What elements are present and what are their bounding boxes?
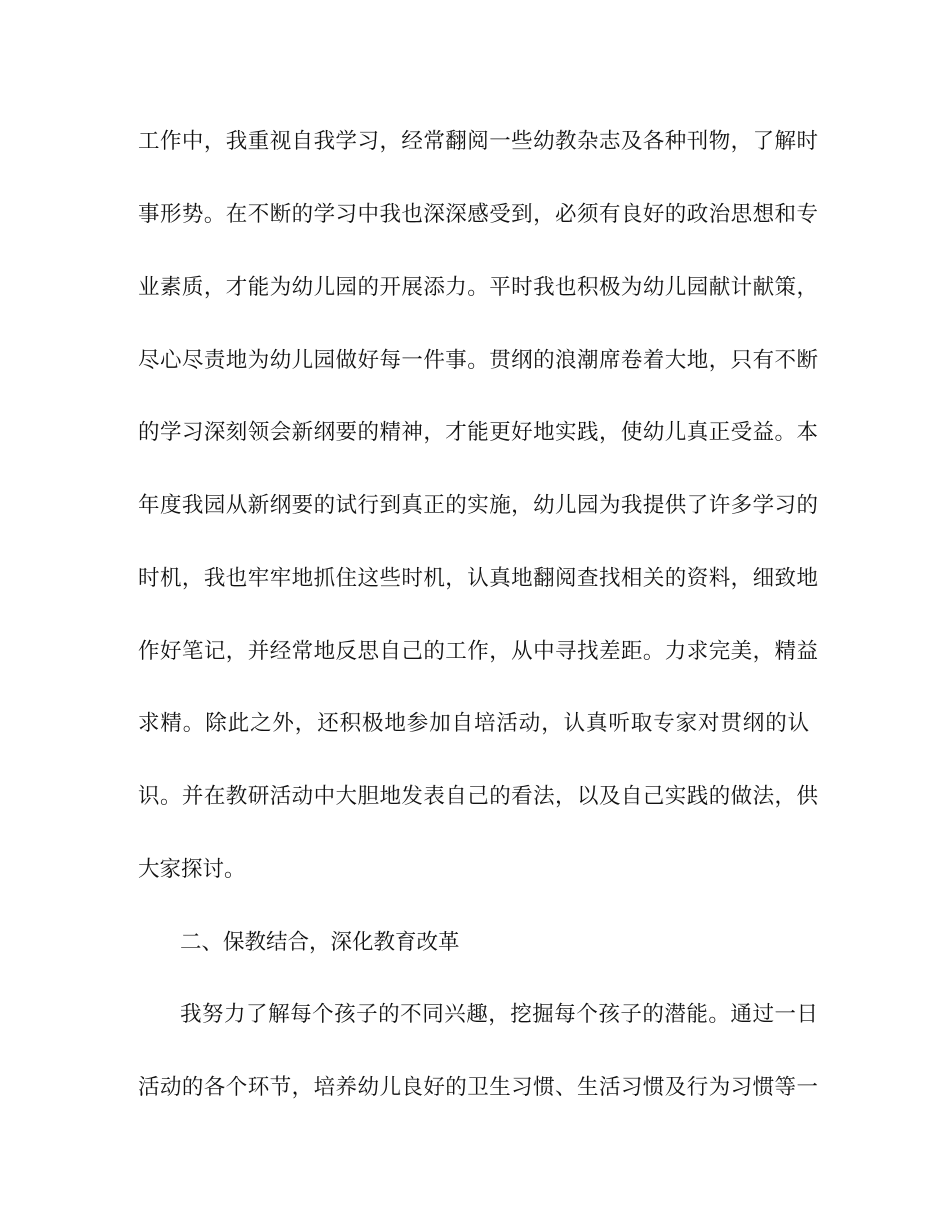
paragraph-line: 的学习深刻领会新纲要的精神，才能更好地实践，使幼儿真正受益。本 [138, 420, 818, 445]
paragraph-line: 大家探讨。 [138, 857, 246, 882]
paragraph-line: 尽心尽责地为幼儿园做好每一件事。贯纲的浪潮席卷着大地，只有不断 [138, 348, 818, 373]
paragraph-line: 作好笔记，并经常地反思自己的工作，从中寻找差距。力求完美，精益 [138, 639, 818, 664]
paragraph-line: 工作中，我重视自我学习，经常翻阅一些幼教杂志及各种刊物，了解时 [138, 129, 818, 154]
section-heading: 二、保教结合，深化教育改革 [180, 930, 460, 955]
paragraph-line: 时机，我也牢牢地抓住这些时机，认真地翻阅查找相关的资料，细致地 [138, 566, 818, 591]
paragraph-line: 年度我园从新纲要的试行到真正的实施，幼儿园为我提供了许多学习的 [138, 493, 818, 518]
paragraph-line: 业素质，才能为幼儿园的开展添力。平时我也积极为幼儿园献计献策， [138, 275, 818, 300]
paragraph-line: 我努力了解每个孩子的不同兴趣，挖掘每个孩子的潜能。通过一日 [180, 1002, 818, 1027]
paragraph-line: 活动的各个环节，培养幼儿良好的卫生习惯、生活习惯及行为习惯等一 [138, 1075, 818, 1100]
paragraph-line: 事形势。在不断的学习中我也深深感受到，必须有良好的政治思想和专 [138, 202, 818, 227]
paragraph-line: 识。并在教研活动中大胆地发表自己的看法，以及自己实践的做法，供 [138, 784, 818, 809]
paragraph-line: 求精。除此之外，还积极地参加自培活动，认真听取专家对贯纲的认 [138, 711, 811, 736]
